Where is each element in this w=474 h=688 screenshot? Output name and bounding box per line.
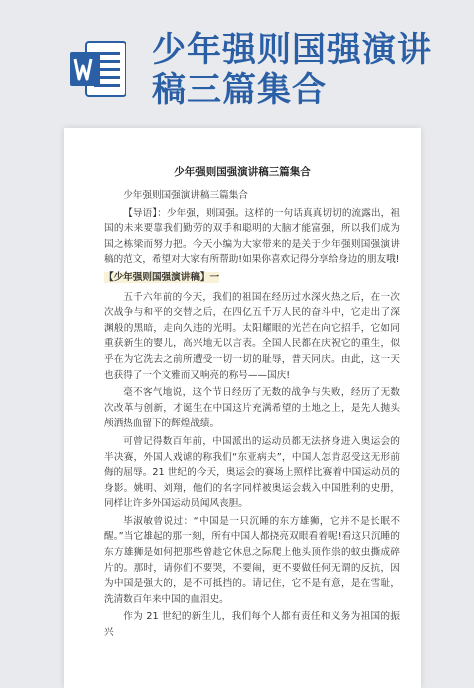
- paragraph: 毫不客气地说，这个节日经历了无数的战争与失败，经历了无数次改革与创新，才诞生在中国这片充满希望的土地之上，是先人抛头颅洒热血留下的辉煌战绩。: [104, 387, 400, 430]
- section-heading: 【少年强则国强演讲稿】一: [104, 271, 220, 283]
- paragraph: 可曾记得数百年前，中国派出的运动员都无法挤身进入奥运会的半决赛，外国人戏谑的称我们“东亚病夫”，中国人怎肯忍受这无形前侮的屈辱。21 世纪的今天，奥运会的赛场上照样比赛着中国运动员的身影。姚明、刘翔，他们的名字同样被奥运会载入中国胜利的史册，同样让许多外国运动员闻风丧胆。: [104, 435, 400, 510]
- paragraph: 五千六年前的今天，我们的祖国在经历过水深火热之后，在一次次战争与和平的交替之后，在四亿五千万人民的奋斗中，它走出了深渊般的黑暗，走向久违的光明。太阳耀眼的光芒在向它招手，它如同重获新生的婴儿，高兴地无以言表。全国人民都在庆祝它的重生，似乎在为它洗去之前所遭受一切一切的耻辱，普天同庆。由此，这一天也获得了一个文雅而又响亮的称号——国庆!: [104, 291, 400, 381]
- banner-title: 少年强则国强演讲稿三篇集合: [152, 30, 432, 110]
- paragraph: 作为 21 世纪的新生儿，我们每个人都有责任和义务为祖国的振兴: [104, 611, 400, 639]
- intro-paragraph: 【导语】：少年强，则国强。这样的一句话真真切切的流露出，祖国的未来要靠我们勤劳的双手和聪明的大脑才能富强，所以我们成为国之栋梁而努力把。今天小编为大家带来的是关于少年强则国强演讲稿的范文，希望对大家有所帮助!如果你喜欢记得分享给身边的朋友哦!: [104, 207, 400, 266]
- header-banner: [0, 0, 474, 130]
- document-page: [64, 128, 421, 688]
- document-body: [104, 188, 400, 643]
- document-subtitle: 少年强则国强演讲稿三篇集合: [123, 190, 248, 201]
- word-document-icon: [70, 38, 126, 100]
- paragraph: 毕淑敏曾说过：“中国是一只沉睡的东方雄狮，它并不是长眠不醒。”当它雄起的那一刻，所有中国人都挠亮双眼看着呢!看这只沉睡的东方雄狮是如何把那些曾趁它休息之际爬上他头顶作祟的蚊虫撕成碎片的。那时，请你们不要哭，不要闹，更不要做任何无谓的反抗，因为中国是强大的，是不可抵挡的。请记住，它不是有意，是在雪耻，洗清数百年来中国的血泪史。: [104, 515, 400, 605]
- document-title: 少年强则国强演讲稿三篇集合: [174, 166, 311, 178]
